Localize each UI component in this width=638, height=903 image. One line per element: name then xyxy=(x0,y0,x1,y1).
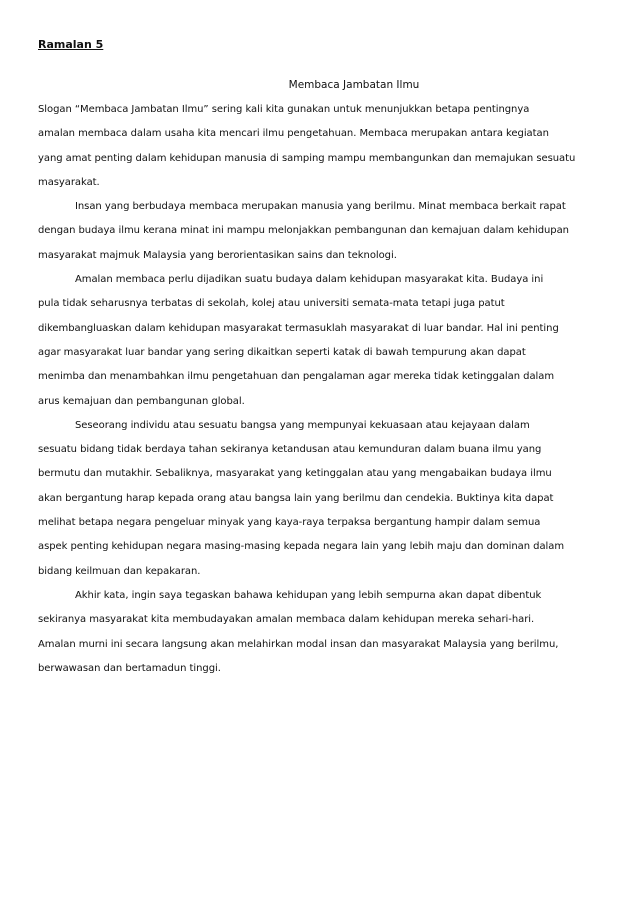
paragraph-4 xyxy=(38,414,610,584)
paragraph-line: bidang keilmuan dan kepakaran. xyxy=(38,565,201,577)
paragraph-line: arus kemajuan dan pembangunan global. xyxy=(38,395,245,407)
paragraph-line: menimba dan menambahkan ilmu pengetahuan dan pengalaman agar mereka tidak ketinggalan dalam xyxy=(38,371,555,383)
paragraph-line: berwawasan dan bertamadun tinggi. xyxy=(38,662,221,674)
essay-title: Membaca Jambatan Ilmu xyxy=(288,79,420,91)
paragraph-line: Slogan “Membaca Jambatan Ilmu” sering kali kita gunakan untuk menunjukkan betapa pentingnya xyxy=(38,104,530,115)
paragraph-line: Akhir kata, ingin saya tegaskan bahawa kehidupan yang lebih sempurna akan dapat dibentuk xyxy=(75,589,542,601)
paragraph-line: masyarakat majmuk Malaysia yang berorientasikan sains dan teknologi. xyxy=(38,249,397,261)
paragraph-line: Insan yang berbudaya membaca merupakan manusia yang berilmu. Minat membaca berkait rapat xyxy=(75,201,566,213)
paragraph-line: yang amat penting dalam kehidupan manusia di samping mampu membangunkan dan memajukan sesuatu xyxy=(38,152,576,164)
paragraph-line: dengan budaya ilmu kerana minat ini mampu melonjakkan pembangunan dan kemajuan dalam kehidupan xyxy=(38,225,569,237)
paragraph-5 xyxy=(38,584,610,681)
paragraph-line: melihat betapa negara pengeluar minyak yang kaya-raya terpaksa bergantung hampir dalam semua xyxy=(38,517,541,529)
paragraph-line: aspek penting kehidupan negara masing-masing kepada negara lain yang lebih maju dan dominan dalam xyxy=(38,541,565,553)
paragraph-1 xyxy=(38,98,610,195)
paragraph-line: sesuatu bidang tidak berdaya tahan sekiranya ketandusan atau kemunduran dalam buana ilmu yang xyxy=(38,444,542,456)
paragraph-line: bermutu dan mutakhir. Sebaliknya, masyarakat yang ketinggalan atau yang mengabaikan budaya ilmu xyxy=(38,468,552,480)
paragraph-line: agar masyarakat luar bandar yang sering dikaitkan seperti katak di bawah tempurung akan dapat xyxy=(38,346,526,358)
paragraph-line: akan bergantung harap kepada orang atau bangsa lain yang berilmu dan cendekia. Buktinya kita dapat xyxy=(38,492,554,504)
paragraph-line: Seseorang individu atau sesuatu bangsa yang mempunyai kekuasaan atau kejayaan dalam xyxy=(75,419,530,431)
paragraph-2 xyxy=(38,195,610,268)
paragraph-3 xyxy=(38,268,610,414)
paragraph-line: pula tidak seharusnya terbatas di sekolah, kolej atau universiti semata-mata tetapi juga patut xyxy=(38,298,505,310)
paragraph-line: masyarakat. xyxy=(38,176,100,188)
paragraph-line: amalan membaca dalam usaha kita mencari ilmu pengetahuan. Membaca merupakan antara kegiatan xyxy=(38,128,549,140)
paragraph-line: sekiranya masyarakat kita membudayakan amalan membaca dalam kehidupan mereka sehari-hari. xyxy=(38,614,535,626)
document-page xyxy=(38,36,610,681)
paragraph-line: Amalan membaca perlu dijadikan suatu budaya dalam kehidupan masyarakat kita. Budaya ini xyxy=(75,274,544,286)
paragraph-line: dikembangluaskan dalam kehidupan masyarakat termasuklah masyarakat di luar bandar. Hal ini penting xyxy=(38,322,559,334)
paragraph-line: Amalan murni ini secara langsung akan melahirkan modal insan dan masyarakat Malaysia yang berilmu, xyxy=(38,638,559,650)
document-heading: Ramalan 5 xyxy=(38,38,104,51)
